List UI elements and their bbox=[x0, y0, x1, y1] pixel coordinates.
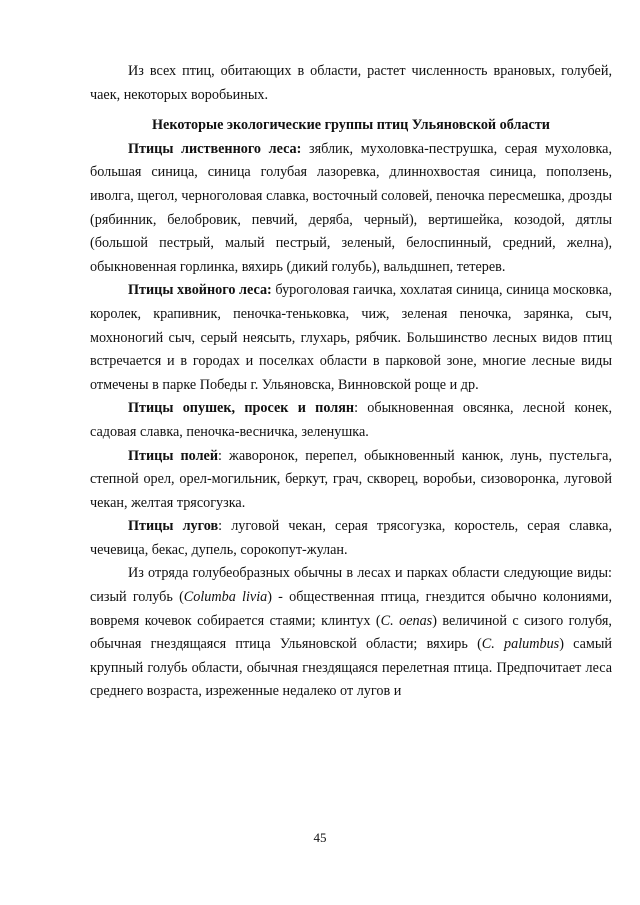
paragraph-text: ) - общественная птица, гнездится обычно колониями, вовремя кочевок собирается стаями; клинтух ( bbox=[90, 589, 613, 629]
group-text: зяблик, мухоловка-пеструшка, серая мухоловка, большая синица, синица голубая лазоревка, длиннохвостая синица, поползень, иволга, щегол, черноголовая славка, восточный соловей, пеночка пересмешка, дрозды (рябинник, белобровик, певчий, деряба, черный), вертишейка, козодой, дятлы (большой пестрый, малый пестрый, зеленый, белоспинный, средний, желна), обыкновенная горлинка, вяхирь (дикий голубь), вальдшнеп, тетерев. bbox=[90, 140, 612, 275]
group-text: буроголовая гаичка, хохлатая синица, синица московка, королек, крапивник, пеночка-теньковка, чиж, зеленая пеночка, зарянка, сыч, мохноногий сыч, серый неясыть, глухарь, рябчик. Большинство лесных видов птиц встречается и в городах и поселках области в парковой зоне, многие лесные виды отмечены в парке Победы г. Ульяновска, Винновской роще и др. bbox=[90, 282, 613, 393]
latin-name: C. palumbus bbox=[481, 636, 560, 653]
group-label: Птицы лиственного леса: bbox=[128, 140, 302, 157]
latin-name: Columba livia bbox=[183, 589, 268, 606]
paragraph-text: Из отряда голубеобразных обычны в лесах и парках области следующие виды: сизый голубь ( bbox=[90, 565, 612, 606]
latin-name: C. oenas bbox=[380, 612, 433, 629]
pigeons-paragraph bbox=[90, 562, 612, 704]
paragraph-text: ) величиной с сизого голубя, обычная гнездящаяся птица Ульяновской области; вяхирь ( bbox=[90, 612, 612, 653]
group-text: : жаворонок, перепел, обыкновенный канюк, лунь, пустельга, степной орел, орел-могильник, беркут, грач, скворец, воробьи, сизоворонка, луговой чекан, желтая трясогузка. bbox=[90, 447, 612, 511]
group-label: Птицы хвойного леса: bbox=[128, 282, 272, 299]
group-label: Птицы опушек, просек и полян bbox=[128, 400, 355, 417]
group-paragraph-edges-clearings bbox=[90, 397, 612, 444]
group-text: : луговой чекан, серая трясогузка, коростель, серая славка, чечевица, бекас, дупель, сорокопут-жулан. bbox=[90, 518, 612, 558]
group-label: Птицы полей bbox=[128, 447, 219, 464]
group-label: Птицы лугов bbox=[128, 518, 219, 535]
group-paragraph-deciduous-forest bbox=[90, 138, 612, 280]
intro-paragraph: Из всех птиц, обитающих в области, растет численность врановых, голубей, чаек, некоторых воробьиных. bbox=[90, 63, 612, 103]
section-heading: Некоторые экологические группы птиц Ульяновской области bbox=[152, 117, 550, 134]
document-page bbox=[90, 60, 612, 704]
group-paragraph-coniferous-forest bbox=[90, 279, 612, 397]
group-paragraph-meadows bbox=[90, 515, 612, 562]
group-text: : обыкновенная овсянка, лесной конек, садовая славка, пеночка-весничка, зеленушка. bbox=[90, 400, 612, 440]
page-number: 45 bbox=[313, 830, 327, 845]
group-paragraph-fields bbox=[90, 445, 612, 516]
paragraph-text: ) самый крупный голубь области, обычная гнездящаяся перелетная птица. Предпочитает леса среднего возраста, изреженные недалеко от лугов и bbox=[90, 636, 612, 700]
